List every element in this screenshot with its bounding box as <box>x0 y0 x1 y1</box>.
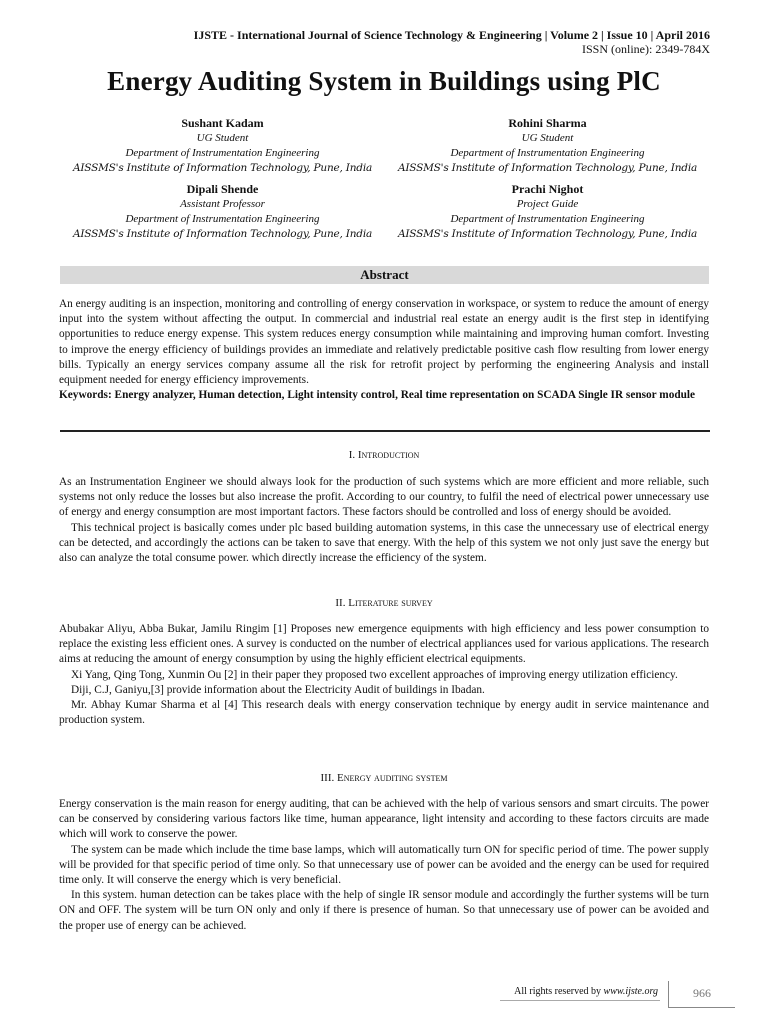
paragraph: As an Instrumentation Engineer we should always look for the production of such systems which are more efficient and more reliable, such systems not only reduce the losses but also increase the profit. According to our country, to fulfil the need of electrical power unnecessary use of energy and energy consumption are most important factors. These factors should be controlled and loss of energy should be avoided. <box>59 476 709 519</box>
author-role: Project Guide <box>516 198 579 210</box>
author-inst: AISSMS's Institute of Information Technology, Pune, India <box>72 162 373 174</box>
section-heading-energy-auditing-system <box>0 772 768 784</box>
paragraph: The system can be made which include the time base lamps, which will automatically turn ON for specific period of time. The power supply will be provided for that specific period of time only. So that unnecessary use of power can be avoided and the energy can be used for required time only. It will conserve the energy which is very beneficial. <box>59 843 709 887</box>
abstract-heading: Abstract <box>60 266 709 284</box>
section-number: I. <box>348 449 356 461</box>
footer-rule <box>500 1000 660 1001</box>
author-name: Rohini Sharma <box>508 116 587 130</box>
paragraph: In this system. human detection can be takes place with the help of single IR sensor module and accordingly the further systems will be turn ON and OFF. The system will be turn ON only and only if there is presence of human. So that unnecessary use of power can be avoided and the proper use of energy can be achieved. <box>59 889 709 932</box>
author-inst: AISSMS's Institute of Information Technology, Pune, India <box>397 228 698 240</box>
journal-header <box>194 28 710 56</box>
author-block <box>60 116 710 248</box>
paragraph: Mr. Abhay Kumar Sharma et al [4] This research deals with energy conservation technique by energy audit in service maintenance and production system. <box>59 699 709 727</box>
author <box>385 182 710 242</box>
section-number: II. <box>335 597 346 609</box>
author-row <box>60 182 710 242</box>
author-role: Assistant Professor <box>180 198 265 210</box>
section-body-energy-auditing-system <box>59 797 709 934</box>
journal-title: IJSTE - International Journal of Science Technology & Engineering | Volume 2 | Issue 10 | April 2016 <box>193 28 710 42</box>
author-name: Prachi Nighot <box>511 182 584 196</box>
keywords: Keywords: Energy analyzer, Human detection, Light intensity control, Real time representation on SCADA Single IR sensor module <box>59 389 696 402</box>
author <box>60 182 385 242</box>
author-inst: AISSMS's Institute of Information Technology, Pune, India <box>397 162 698 174</box>
page-footer <box>0 981 768 1021</box>
section-title: Introduction <box>357 449 420 461</box>
section-title: Energy auditing system <box>337 772 448 784</box>
author-name: Sushant Kadam <box>181 116 264 130</box>
paragraph: Energy conservation is the main reason for energy auditing, that can be achieved with the help of various sensors and smart circuits. The power can be conserved by considering various factors like time, human appearance, light intensity and according to these factors circuits are made which will work to conserve the power. <box>59 798 709 841</box>
author-name: Dipali Shende <box>186 182 259 196</box>
paragraph: Abubakar Aliyu, Abba Bukar, Jamilu Ringim [1] Proposes new emergence equipments with high efficiency and less power consumption to replace the existing less efficient ones. A survey is conducted on the number of electrical appliances used for various applications. The research aims at reducing the amount of energy consumption by using the highly efficient electrical equipments. <box>59 623 709 666</box>
issn: ISSN (online): 2349-784X <box>582 42 710 56</box>
section-title: Literature survey <box>348 597 433 609</box>
abstract-text: An energy auditing is an inspection, monitoring and controlling of energy conservation in workspace, or system to reduce the amount of energy input into the system without affecting the output. In commercial and industrial real estate an energy audit is the first step in identifying opportunities to reduce energy expense. This system reduces energy consumption while maintaining and improving human comfort. Investing to improve the energy efficiency of buildings provides an immediate and relatively predictable positive cash flow resulting from lower energy bills. Typically an energy services company assume all the risk for retrofit project by performing the engineering Analysis and install equipment needed for energy efficiency improvements. <box>59 298 709 387</box>
section-heading-introduction <box>0 449 768 461</box>
section-number: III. <box>320 772 335 784</box>
paragraph: Xi Yang, Qing Tong, Xunmin Ou [2] in their paper they proposed two excellent approaches of improving energy utilization efficiency. <box>71 668 678 681</box>
author-role: UG Student <box>521 132 574 144</box>
section-heading-literature-survey <box>0 597 768 609</box>
author-dept: Department of Instrumentation Engineering <box>125 213 320 225</box>
author-dept: Department of Instrumentation Engineering <box>450 147 645 159</box>
page-number: 966 <box>668 981 735 1008</box>
site-link[interactable]: www.ijste.org <box>603 986 658 997</box>
abstract-body <box>59 297 709 403</box>
author-dept: Department of Instrumentation Engineering <box>125 147 320 159</box>
section-body-introduction <box>59 475 709 566</box>
paper-title: Energy Auditing System in Buildings using PlC <box>107 66 661 96</box>
section-body-literature-survey <box>59 622 709 728</box>
author-role: UG Student <box>196 132 249 144</box>
copyright-notice <box>514 986 658 997</box>
author-row <box>60 116 710 176</box>
author <box>60 116 385 176</box>
author <box>385 116 710 176</box>
paragraph: This technical project is basically comes under plc based building automation systems, in this case the unnecessary use of electrical energy can be detected, and accordingly the actions can be taken to save that energy. With the help of this system we not only just save the energy but also can analyze the total consume power. which directly increase the efficiency of the system. <box>59 521 709 565</box>
paragraph: Diji, C.J, Ganiyu,[3] provide information about the Electricity Audit of buildings in Ibadan. <box>71 683 485 696</box>
rights-text: All rights reserved by <box>514 986 604 997</box>
author-dept: Department of Instrumentation Engineering <box>450 213 645 225</box>
section-divider <box>60 430 710 432</box>
author-inst: AISSMS's Institute of Information Technology, Pune, India <box>72 228 373 240</box>
